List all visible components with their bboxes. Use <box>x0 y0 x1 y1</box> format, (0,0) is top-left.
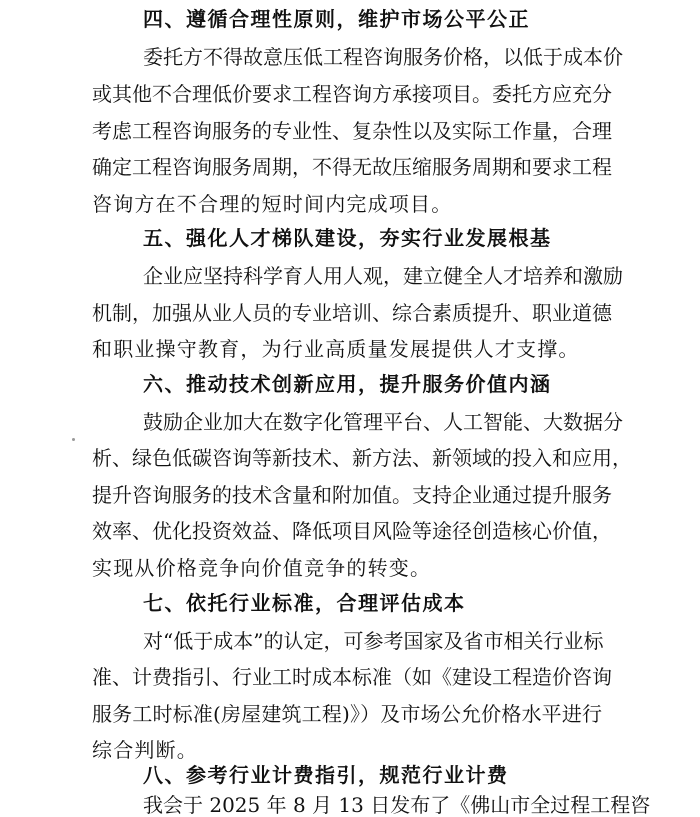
paragraph-line: 综合判断。 <box>92 738 198 762</box>
margin-speck <box>72 438 75 441</box>
paragraph-line: 准、计费指引、行业工时成本标准（如《建设工程造价咨询 <box>92 665 612 689</box>
paragraph-line: 实现从价格竞争向价值竞争的转变。 <box>92 556 432 580</box>
paragraph-line: 对“低于成本”的认定，可参考国家及省市相关行业标 <box>143 629 604 653</box>
section-heading-8: 八、参考行业计费指引，规范行业计费 <box>143 763 509 787</box>
paragraph-line: 析、绿色低碳咨询等新技术、新方法、新领域的投入和应用， <box>92 446 632 470</box>
paragraph-line: 机制，加强从业人员的专业培训、综合素质提升、职业道德 <box>92 301 612 325</box>
paragraph-line: 和职业操守教育，为行业高质量发展提供人才支撑。 <box>92 337 580 361</box>
paragraph-line: 委托方不得故意压低工程咨询服务价格，以低于成本价 <box>143 45 623 69</box>
paragraph-line: 或其他不合理低价要求工程咨询方承接项目。委托方应充分 <box>92 82 612 106</box>
paragraph-line: 服务工时标准(房屋建筑工程)》）及市场公允价格水平进行 <box>92 702 602 726</box>
section-heading-7: 七、依托行业标准，合理评估成本 <box>143 591 466 615</box>
section-heading-6: 六、推动技术创新应用，提升服务价值内涵 <box>143 372 552 396</box>
section-heading-5: 五、强化人才梯队建设，夯实行业发展根基 <box>143 226 552 250</box>
paragraph-line: 确定工程咨询服务周期，不得无故压缩服务周期和要求工程 <box>92 155 612 179</box>
paragraph-line: 效率、优化投资效益、降低项目风险等途径创造核心价值， <box>92 519 612 543</box>
paragraph-line: 考虑工程咨询服务的专业性、复杂性以及实际工作量，合理 <box>92 119 612 143</box>
paragraph-line: 鼓励企业加大在数字化管理平台、人工智能、大数据分 <box>143 410 623 434</box>
paragraph-line: 提升咨询服务的技术含量和附加值。支持企业通过提升服务 <box>92 483 612 507</box>
paragraph-line: 我会于 2025 年 8 月 13 日发布了《佛山市全过程工程咨 <box>143 793 651 817</box>
section-heading-4: 四、遵循合理性原则，维护市场公平公正 <box>143 7 530 31</box>
paragraph-line: 咨询方在不合理的短时间内完成项目。 <box>92 192 453 216</box>
paragraph-line: 企业应坚持科学育人用人观，建立健全人才培养和激励 <box>143 264 623 288</box>
